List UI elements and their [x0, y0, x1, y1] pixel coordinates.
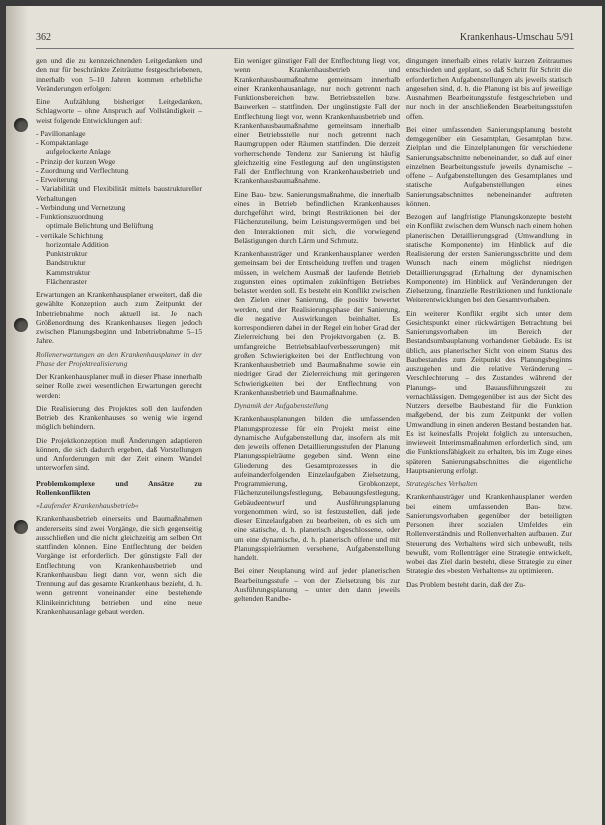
- subsection-heading: »Laufender Krankenhausbetrieb«: [36, 501, 139, 510]
- page-number: 362: [36, 32, 51, 43]
- section-heading: Rollenerwartungen an den Krankenhausplaner in der Phase der Projektrealisierung: [36, 349, 202, 368]
- paragraph: Eine Bau- bzw. Sanierungsmaßnahme, die innerhalb eines in Betrieb befindlichen Krankenhauses durchgeführt wird, bringt Restriktionen bei der Flächenzuteilung, beim Leistungsvermögen und bei den Interaktionen mit sich, die vorwiegend Belästigungen durch Lärm und Schmutz.: [234, 189, 400, 245]
- concept-list: [36, 129, 202, 286]
- subsection-heading: Strategisches Verhalten: [406, 479, 478, 488]
- binder-hole: [14, 318, 28, 332]
- list-item: horizontale Addition: [46, 239, 109, 249]
- page-header: [36, 32, 574, 46]
- paragraph: Erwartungen an Krankenhausplaner erweitert, daß die gewählte Konzeption auch zum Zeitpunkt der Inbetriebnahme noch aktuell ist. Je nach Größenordnung des Krankenhauses liegen jedoch zwischen Planungsbeginn und Inbetriebnahme 5–15 Jahre.: [36, 290, 202, 346]
- paragraph: Die Realisierung des Projektes soll den laufenden Betrieb des Krankenhauses so wenig wie irgend möglich behindern.: [36, 403, 202, 432]
- list-item: optimale Belichtung und Belüftung: [46, 221, 154, 231]
- list-item: aufgelockerte Anlage: [46, 147, 111, 157]
- list-item: Kammstruktur: [46, 267, 91, 277]
- list-item: - vertikale Schichtung: [36, 230, 104, 240]
- list-item: Punktstruktur: [46, 249, 88, 258]
- paragraph: Bei einer Neuplanung wird auf jeder planerischen Bearbeitungsstufe – von der Zielsetzung bis zur Ausführungsplanung – unter den dann jeweils geltenden Randbe-: [234, 566, 400, 603]
- list-item: - Funktionszuordnung: [36, 212, 104, 221]
- paragraph: Das Problem besteht darin, daß der Zu-: [406, 579, 526, 589]
- paragraph: Der Krankenhausplaner muß in dieser Phase innerhalb seiner Rolle zwei wesentlichen Erwartungen gerecht werden:: [36, 372, 202, 400]
- paragraph: Krankenhausplanungen bilden die umfassenden Planungsprozesse für ein Projekt meist eine dynamische Aufgabenstellung dar, insofern als mit den jeweils offenen Detaillierungsstufen der Planung Planungsspielräume gegeben sind. Wenn eine Gliederung des Gesamtprozesses in die aufeinanderfolgenden Einzelaufgaben Zielsetzung, Programmierung, Grobkonzept, Flächenzuteilungsfestlegung, Bebauungsfestlegung, Gebäudeentwurf und Ausführungsplanung vorgenommen wird, so ist festzustellen, daß jede dieser Einzelaufgaben zu bearbeiten, ob es sich um eine statische, d. h. planerisch abgeschlossene, oder um eine dynamische, d. h. planerisch offene und mit Planungsspielräumen versehene, Aufgabenstellung handelt.: [234, 414, 400, 562]
- paragraph: Krankenhausträger und Krankenhausplaner werden bei einem umfassenden Bau- bzw. Sanierungsvorhaben gegenüber der beteiligten Personen ihrer sozialen Umfeldes ein Rollenverständnis und Rollenverhalten aufbauen. Zur Steuerung des Verhaltens wird sich unbewußt, teils bewußt, vom Rollenträger eine Strategie entwickelt, wobei das Ziel darin besteht, diese Strategie zu einer Strategie des »besten Verhaltens« zu optimieren.: [406, 492, 572, 576]
- journal-title: Krankenhaus-Umschau 5/91: [459, 32, 574, 43]
- header-rule: [36, 48, 574, 49]
- list-item: - Kompaktanlage: [36, 138, 89, 147]
- paragraph: Die Projektkonzeption muß Änderungen adaptieren können, die sich dadurch ergeben, daß Vorstellungen und Anforderungen mit der Zeit einem Wandel unterworfen sind.: [36, 435, 202, 473]
- paragraph: Ein weniger günstiger Fall der Entflechtung liegt vor, wenn Krankenhausbetrieb und Krankenhausbaumaßnahme gemeinsam innerhalb einer Krankenhausanlage, nur noch getrennt nach Funktionsbereichen bzw. Betriebsstellen bzw. Bauwerken – stattfinden. Der ungünstigste Fall der Entflechtung liegt vor, wenn Krankenhausbetrieb und Krankenhausbaumaßnahme gemeinsam innerhalb einer Betriebsstelle nur noch getrennt nach Raumgruppen oder Räumen stattfinden. Die derzeit vorherrschende Tendenz zur Sanierung ist häufig gleichzeitig eine Festlegung auf den ungünstigsten Fall der Entflechtung von Krankenhausbetrieb und Krankenhausbaumaßnahme.: [234, 56, 400, 186]
- binder-hole: [14, 118, 28, 132]
- list-item: - Prinzip der kurzen Wege: [36, 156, 116, 166]
- binder-hole: [14, 520, 28, 534]
- list-item: - Verbindung und Vernetzung: [36, 202, 126, 212]
- paragraph: Bei einer umfassenden Sanierungsplanung besteht demgegenüber ein Gesamtplan, Gesamtplan bzw. Zielplan und die Einzelplanungen für verschiedene Sanierungsabschnitte nebeneinander, so daß auf einer einzelnen Bearbeitungsstufe jeweils dynamische – offene – Aufgabenstellungen des Gesamtplanes und statische Aufgabenstellungen eines Sanierungsabschnittes nebeneinander auftreten können.: [406, 124, 572, 208]
- document-page: [6, 6, 602, 825]
- subsection-heading: Dynamik der Aufgabenstellung: [234, 401, 329, 410]
- paragraph: Bezogen auf langfristige Planungskonzepte besteht ein Konflikt zwischen dem Wunsch nach einem hohen planerischen Detaillierungsgrad (Umwandlung in statische Komponente) im Hinblick auf die Realisierung der ersten Sanierungsschritte und dem Wunsch nach einem möglichst niedrigen Detaillierungsgrad (Erhaltung der dynamischen Komponente) im Hinblick auf Veränderungen der Zielsetzung, finanzielle Restriktionen und funktionale Weiterentwicklungen bei den Gesamtvorhaben.: [406, 212, 572, 305]
- paragraph: Ein weiterer Konflikt ergibt sich unter dem Gesichtspunkt einer rückwärtigen Betrachtung bei Sanierungsvorhaben im Bereich der Bestandsumbauplanung vorhandener Gebäude. Es ist üblich, aus planerischer Sicht von einem Status des Baubestandes zum Zeitpunkt des Planungsbeginns auszugehen und die relative Veränderung – Verschlechterung – des Zustandes während der Planungs- und Bauausführungszeit zu vernachlässigen. Demgegenüber ist aus der Sicht des Nutzers derselbe Baubestand für die Funktion maßgebend, der bis zum Zeitpunkt der vollen Umwandlung in einen anderen Bestand bestanden hat. Es ist keinesfalls Projekt folglich zu untersuchen, inwieweit Interimsmaßnahmen erforderlich sind, um die Funktionsfähigkeit zu erhalten, bis im Zuge eines späteren Sanierungsabschnittes die eigentliche Hauptsanierung erfolgt.: [406, 308, 572, 475]
- list-item: Bandstruktur: [46, 258, 86, 268]
- paragraph: Krankenhausbetrieb einerseits und Baumaßnahmen andererseits sind zwei Vorgänge, die sich gegenseitig ausschließen und die nicht gleichzeitig am selben Ort stattfinden können. Eine Entflechtung der beiden Vorgänge ist erforderlich. Der günstigste Fall der Entflechtung von Krankenhausbetrieb und Krankenhausbau liegt dann vor, wenn sich die Trennung auf das gesamte Krankenhaus bezieht, d. h. wenn getrennt voneinander eine bestehende Klinikeinrichtung betrieben und eine neue Krankenhausanlage gebaut werden.: [36, 514, 202, 616]
- column-right: [406, 56, 572, 593]
- list-item: - Zuordnung und Verflechtung: [36, 165, 129, 175]
- section-heading: Problemkomplexe und Ansätze zu Rollenkonflikten: [36, 478, 202, 497]
- list-item: - Pavillonanlage: [36, 128, 86, 138]
- column-left: [36, 56, 202, 620]
- paragraph: dingungen innerhalb eines relativ kurzen Zeitraumes entschieden und geplant, so daß Schritt für Schritt die erforderlichen Aufgabenstellungen als jeweils statisch angesehen sind, d. h. die Planung ist bis auf jeweilige Ausnahmen Bearbeitungsstufe festgeschrieben und nur noch in der anschließenden Bearbeitungsstufen offen.: [406, 56, 572, 121]
- paragraph: Krankenhausträger und Krankenhausplaner werden gemeinsam bei der Entscheidung treffen und tragen müssen, in welchem Ausmaß der laufende Betrieb zugunsten eines optimalen zukünftigen Betriebes belastet werden soll. Es besteht ein Konflikt zwischen den Zielen einer Sanierung, die positiv bewertet werden, und der Realisierungsphase der Sanierung, die negative Auswirkungen beinhaltet. Es korrespondieren dabei in der Regel ein hoher Grad der Zielerreichung bei den Projektvorgaben (z. B. umfangreiche Betriebsablaufverbesserungen) mit großen Schwierigkeiten bei der Entflechtung von Krankenhausbetrieb und Baumaßnahme sowie ein niedriger Grad der Zielerreichung mit geringeren Schwierigkeiten bei der Entflechtung von Krankenhausbetrieb und Baumaßnahme.: [234, 249, 400, 397]
- list-item: Flächenraster: [46, 276, 87, 286]
- column-middle: [234, 56, 400, 607]
- paragraph: Eine Aufzählung bisheriger Leitgedanken, Schlagworte – ohne Anspruch auf Vollständigkeit – weist folgende Entwicklungen auf:: [36, 97, 202, 125]
- list-item: - Erweiterung: [36, 175, 78, 184]
- list-item: - Variabilität und Flexibilität mittels baustruktureller Verhaltungen: [36, 184, 202, 203]
- paragraph: gen und die zu kennzeichnenden Leitgedanken und den nur für beschränkte Zeiträume festgeschriebenen, innerhalb von 5–10 Jahren kommen erhebliche Veränderungen erfolgen:: [36, 56, 202, 93]
